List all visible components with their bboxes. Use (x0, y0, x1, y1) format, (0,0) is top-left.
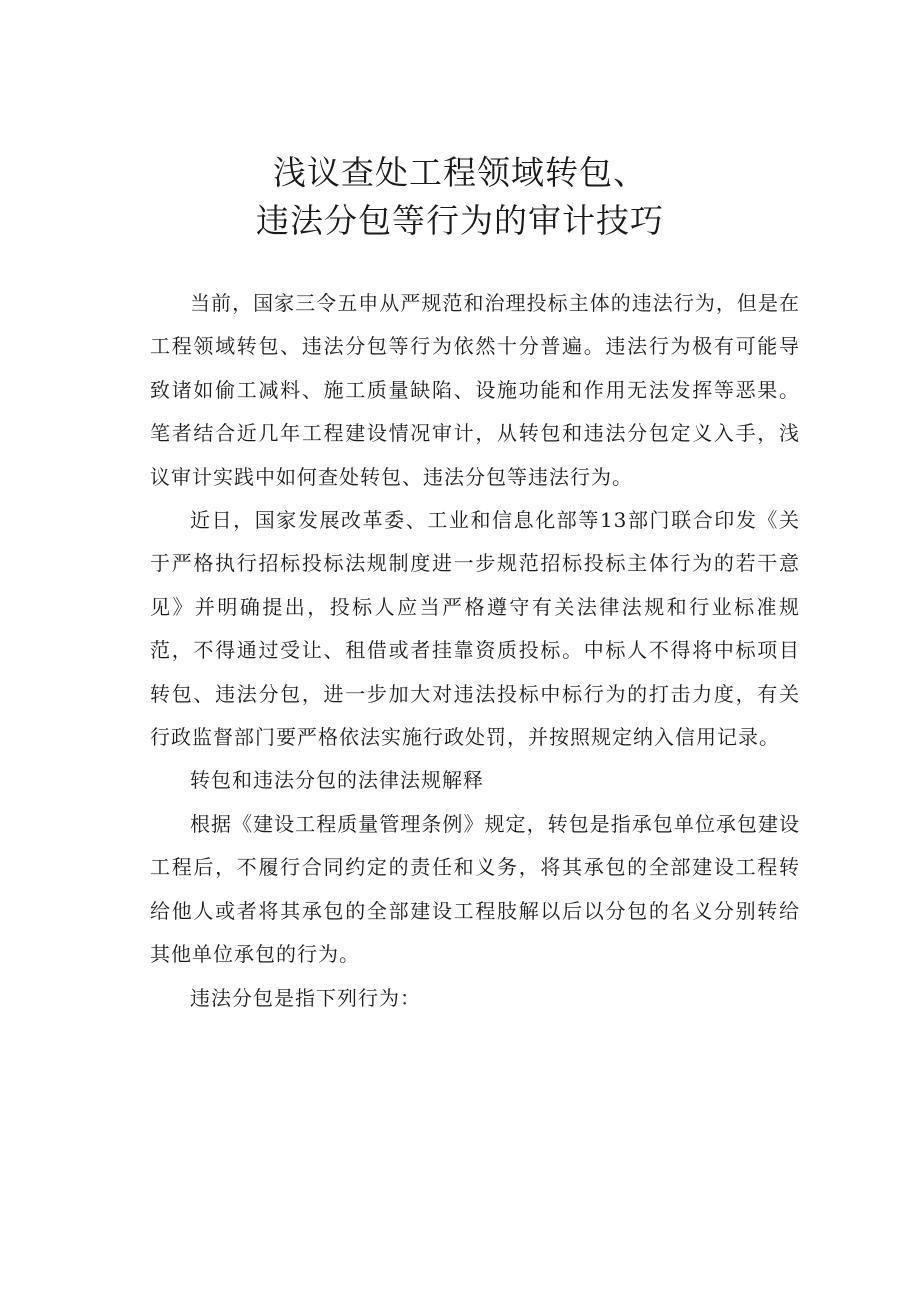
paragraph-recent-policy: 近日，国家发展改革委、工业和信息化部等13部门联合印发《关于严格执行招标投标法规制度进一步规范招标投标主体行为的若干意见》并明确提出，投标人应当严格遵守有关法律法规和行业标准规范，不得通过受让、租借或者挂靠资质投标。中标人不得将中标项目转包、违法分包，进一步加大对违法投标中标行为的打击力度，有关行政监督部门要严格依法实施行政处罚，并按照规定纳入信用记录。 (150, 508, 800, 750)
section-heading-legal-interpretation: 转包和违法分包的法律法规解释 (190, 768, 484, 793)
document-title-line-2: 违法分包等行为的审计技巧 (256, 201, 664, 240)
document-body (150, 282, 800, 1020)
paragraph-subcontract-definition: 根据《建设工程质量管理条例》规定，转包是指承包单位承包建设工程后，不履行合同约定的责任和义务，将其承包的全部建设工程转给他人或者将其承包的全部建设工程肢解以后以分包的名义分别转给其他单位承包的行为。 (150, 811, 800, 967)
paragraph-illegal-subcontract-lead: 违法分包是指下列行为： (190, 985, 421, 1010)
paragraph-intro: 当前，国家三令五申从严规范和治理投标主体的违法行为，但是在工程领域转包、违法分包等行为依然十分普遍。违法行为极有可能导致诸如偷工减料、施工质量缺陷、设施功能和作用无法发挥等恶果。笔者结合近几年工程建设情况审计，从转包和违法分包定义入手，浅议审计实践中如何查处转包、违法分包等违法行为。 (150, 291, 800, 489)
document-title-line-1: 浅议查处工程领域转包、 (273, 153, 647, 192)
